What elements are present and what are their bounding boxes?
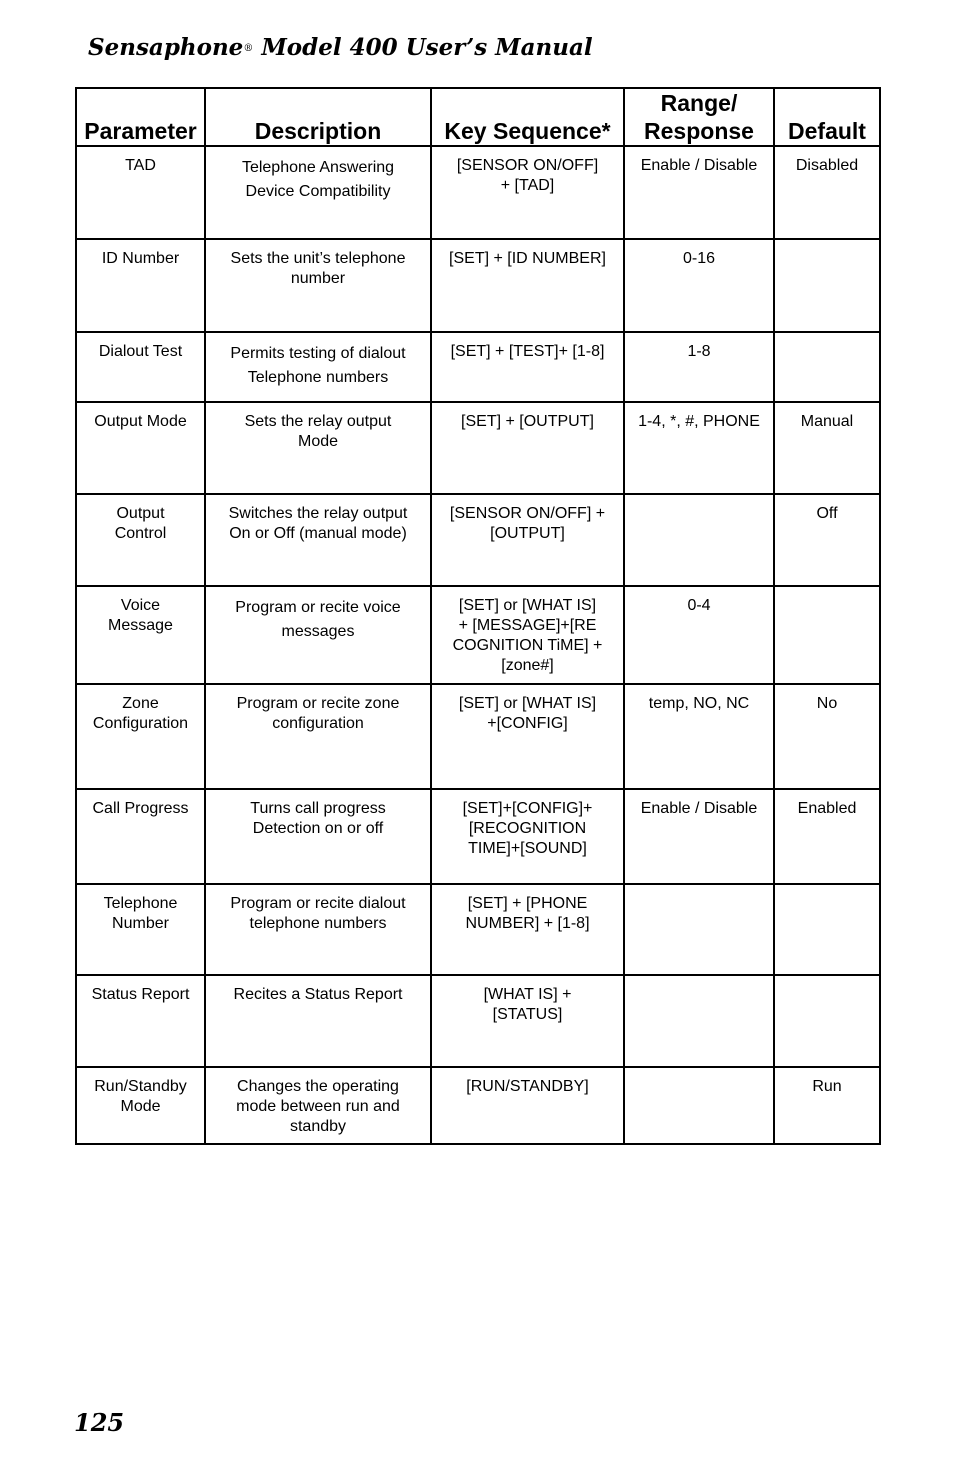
cell-default <box>774 586 880 684</box>
cell-range <box>624 884 774 975</box>
cell-description: Recites a Status Report <box>205 975 431 1067</box>
cell-key-sequence: [SET] + [PHONE NUMBER] + [1-8] <box>431 884 624 975</box>
table-row <box>76 239 880 332</box>
cell-default <box>774 975 880 1067</box>
cell-description: Changes the operating mode between run and standby <box>205 1067 431 1144</box>
header-description: Description <box>205 88 431 146</box>
table-row <box>76 684 880 789</box>
cell-key-sequence: [SET] + [OUTPUT] <box>431 402 624 494</box>
cell-key-sequence: [SET] + [TEST]+ [1-8] <box>431 332 624 402</box>
table-row <box>76 332 880 402</box>
cell-description: Program or recite zone configuration <box>205 684 431 789</box>
cell-default <box>774 884 880 975</box>
cell-range: Enable / Disable <box>624 789 774 884</box>
cell-description: Sets the unit’s telephone number <box>205 239 431 332</box>
cell-key-sequence: [RUN/STANDBY] <box>431 1067 624 1144</box>
cell-range: Enable / Disable <box>624 146 774 239</box>
header-key-sequence: Key Sequence* <box>431 88 624 146</box>
cell-default <box>774 332 880 402</box>
cell-default: No <box>774 684 880 789</box>
table-row <box>76 884 880 975</box>
table-row <box>76 146 880 239</box>
cell-description: Sets the relay output Mode <box>205 402 431 494</box>
cell-parameter: Voice Message <box>76 586 205 684</box>
cell-parameter: Telephone Number <box>76 884 205 975</box>
cell-description: Turns call progress Detection on or off <box>205 789 431 884</box>
cell-parameter: Dialout Test <box>76 332 205 402</box>
page-number: 125 <box>74 1408 125 1437</box>
cell-default: Run <box>774 1067 880 1144</box>
table-header-row <box>76 88 880 146</box>
header-title: Model 400 User’s Manual <box>253 34 593 61</box>
cell-parameter: Output Mode <box>76 402 205 494</box>
cell-parameter: Output Control <box>76 494 205 586</box>
cell-description: Program or recite dialout telephone numbers <box>205 884 431 975</box>
cell-key-sequence: [SET]+[CONFIG]+ [RECOGNITION TIME]+[SOUND] <box>431 789 624 884</box>
cell-parameter: Status Report <box>76 975 205 1067</box>
cell-default: Off <box>774 494 880 586</box>
cell-parameter: TAD <box>76 146 205 239</box>
cell-key-sequence: [SET] or [WHAT IS] + [MESSAGE]+[RE COGNITION TiME] + [zone#] <box>431 586 624 684</box>
brand-name: Sensaphone <box>88 34 244 61</box>
cell-range <box>624 1067 774 1144</box>
cell-key-sequence: [SENSOR ON/OFF] + [TAD] <box>431 146 624 239</box>
cell-default <box>774 239 880 332</box>
cell-parameter: Run/Standby Mode <box>76 1067 205 1144</box>
cell-key-sequence: [SET] + [ID NUMBER] <box>431 239 624 332</box>
cell-default: Manual <box>774 402 880 494</box>
table-row <box>76 494 880 586</box>
cell-key-sequence: [SENSOR ON/OFF] + [OUTPUT] <box>431 494 624 586</box>
cell-description: Telephone Answering Device Compatibility <box>205 146 431 239</box>
cell-range: 0-16 <box>624 239 774 332</box>
header-parameter: Parameter <box>76 88 205 146</box>
table-row <box>76 1067 880 1144</box>
header-default: Default <box>774 88 880 146</box>
cell-range: 0-4 <box>624 586 774 684</box>
table-row <box>76 402 880 494</box>
running-header <box>88 34 593 61</box>
cell-description: Program or recite voice messages <box>205 586 431 684</box>
cell-parameter: Call Progress <box>76 789 205 884</box>
cell-range: 1-8 <box>624 332 774 402</box>
table-row <box>76 586 880 684</box>
cell-range: temp, NO, NC <box>624 684 774 789</box>
cell-description: Permits testing of dialout Telephone numbers <box>205 332 431 402</box>
cell-parameter: Zone Configuration <box>76 684 205 789</box>
cell-range <box>624 975 774 1067</box>
cell-parameter: ID Number <box>76 239 205 332</box>
table-row <box>76 975 880 1067</box>
cell-range: 1-4, *, #, PHONE <box>624 402 774 494</box>
header-range-response: Range/ Response <box>624 88 774 146</box>
cell-default: Enabled <box>774 789 880 884</box>
cell-key-sequence: [SET] or [WHAT IS] +[CONFIG] <box>431 684 624 789</box>
cell-description: Switches the relay output On or Off (manual mode) <box>205 494 431 586</box>
table-row <box>76 789 880 884</box>
registered-mark: ® <box>243 43 254 54</box>
cell-range <box>624 494 774 586</box>
cell-key-sequence: [WHAT IS] + [STATUS] <box>431 975 624 1067</box>
parameter-table <box>75 87 881 1145</box>
cell-default: Disabled <box>774 146 880 239</box>
